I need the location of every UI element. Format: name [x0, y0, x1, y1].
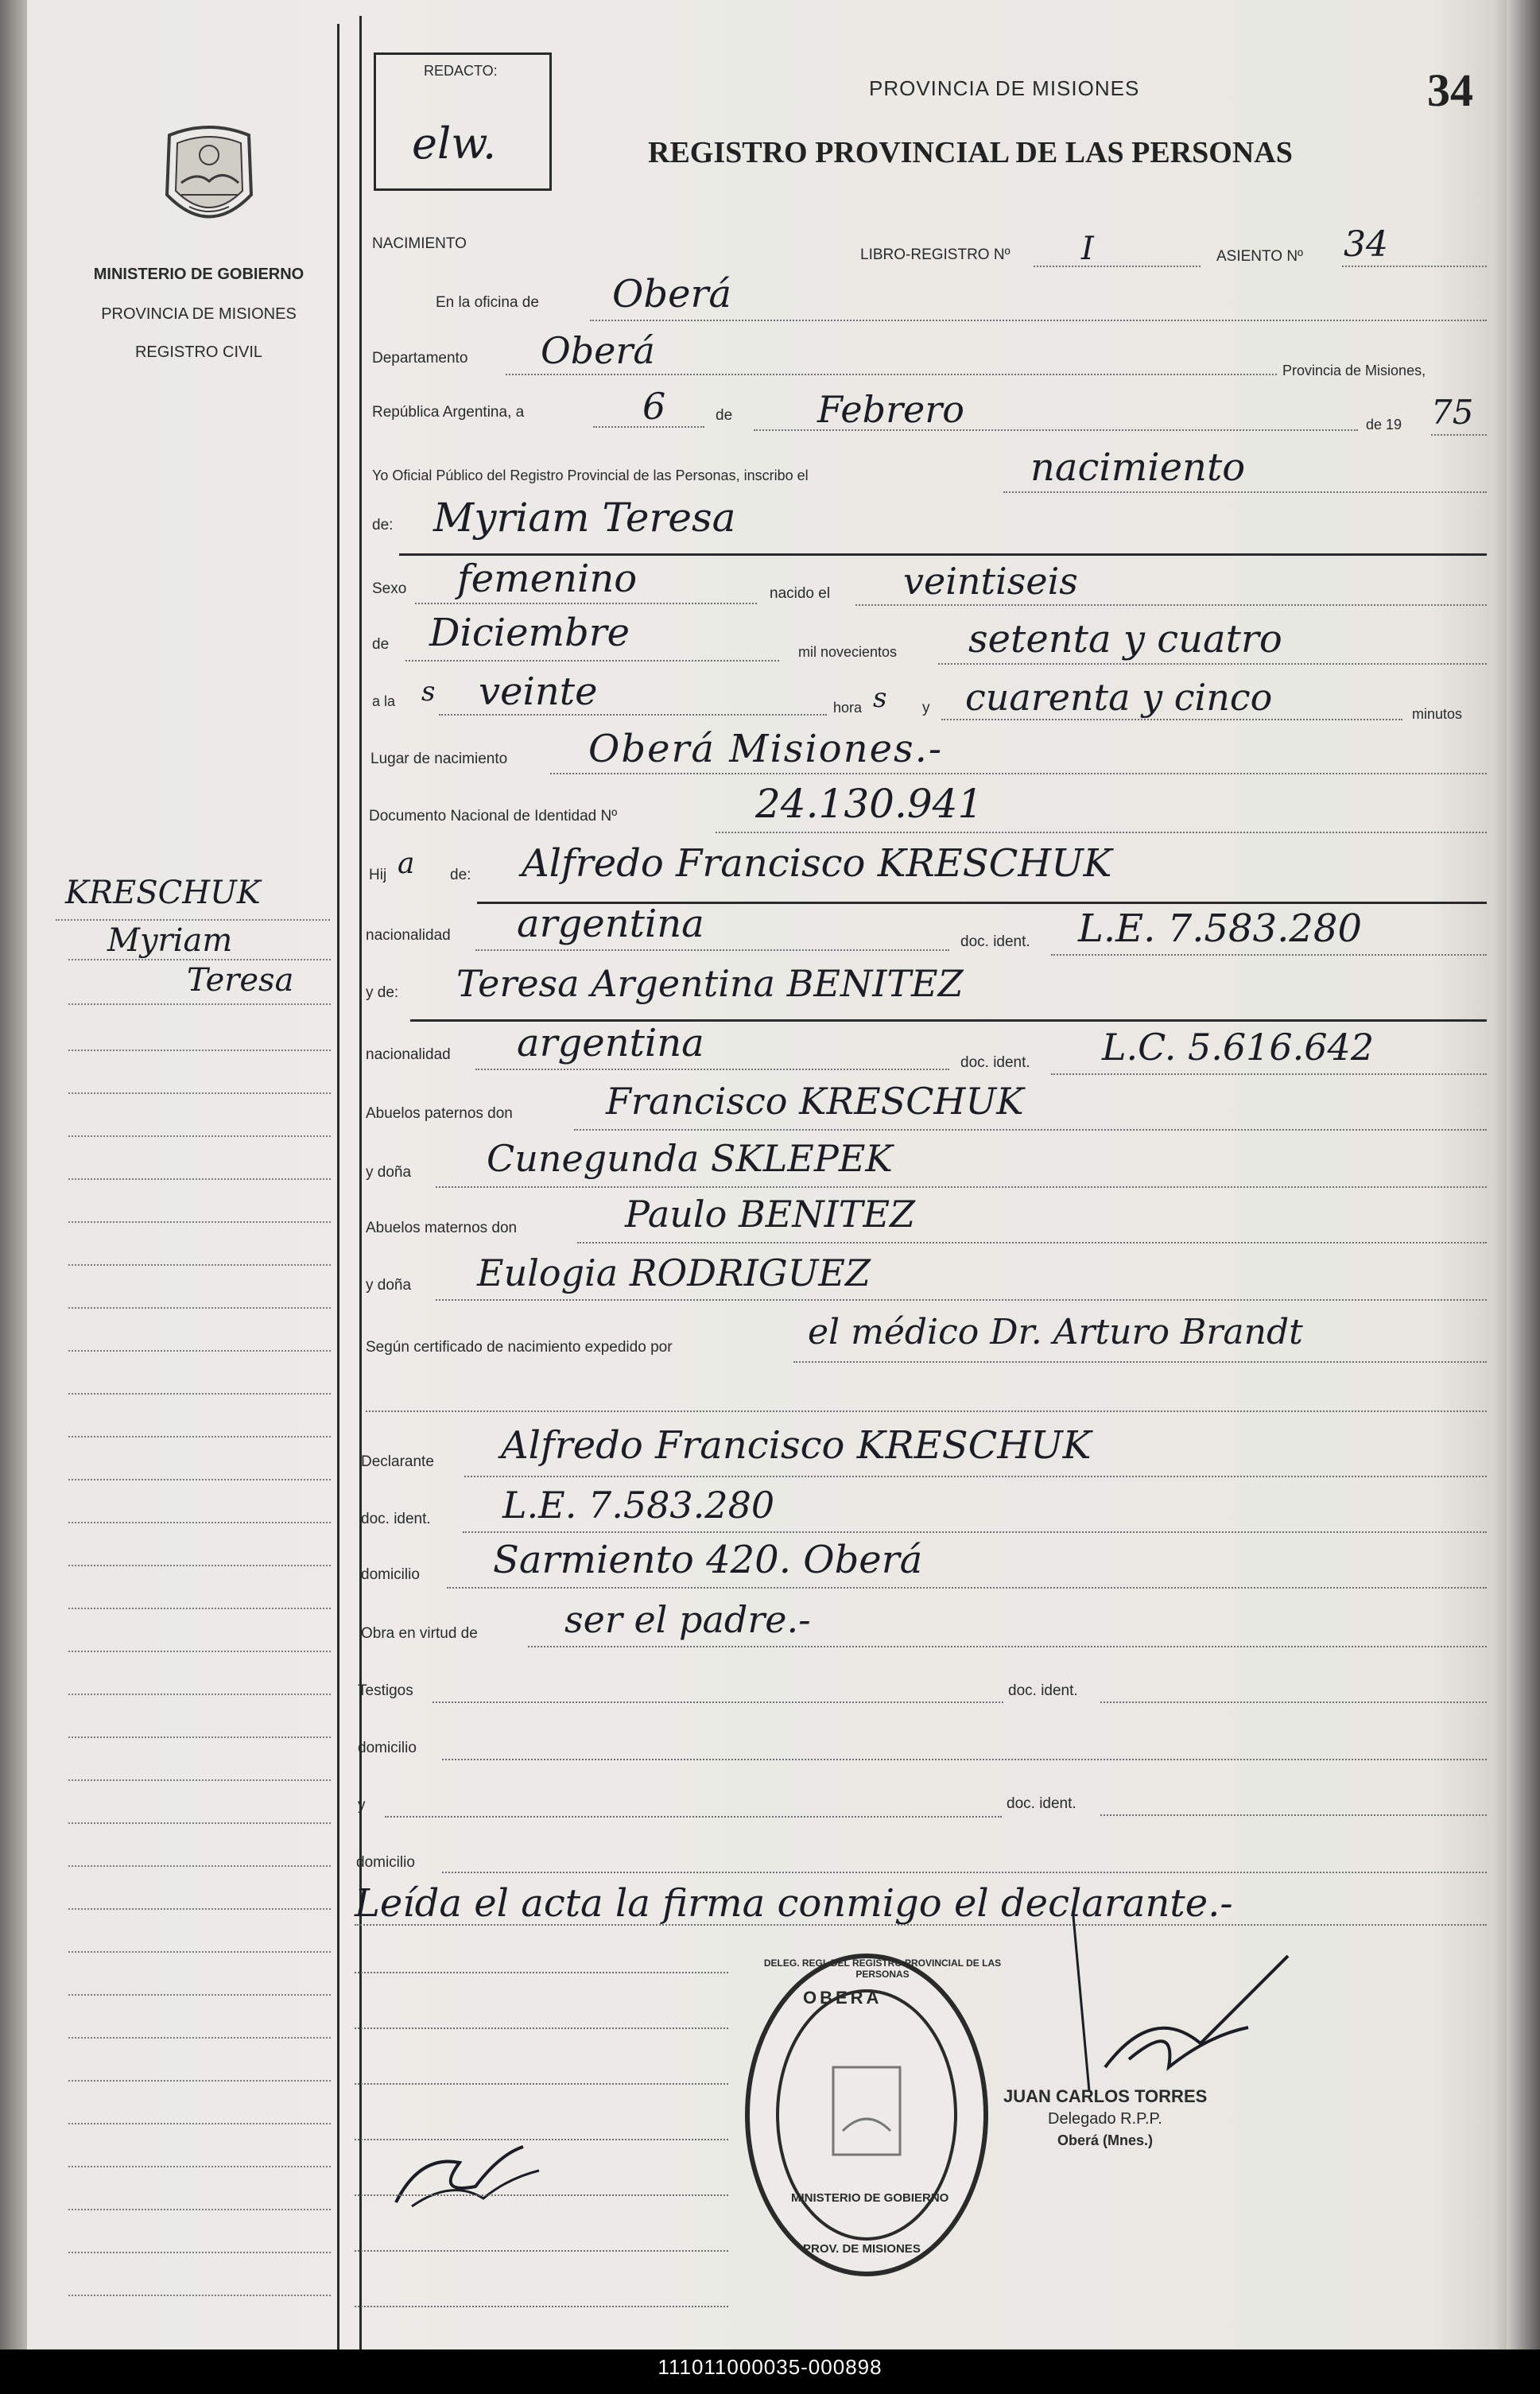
- minutos-value: cuarenta y cinco: [965, 676, 1273, 719]
- abuelo-mat-line: [577, 1242, 1487, 1244]
- ministry-title: MINISTERIO DE GOBIERNO: [93, 266, 305, 283]
- hora-mid: s: [873, 682, 887, 714]
- margin-ruled-line: [68, 2252, 331, 2253]
- madre-nac-value: argentina: [517, 1021, 704, 1065]
- acto-line: [1003, 491, 1487, 493]
- segun-value: el médico Dr. Arturo Brandt: [808, 1312, 1303, 1352]
- libro-line: [1034, 266, 1201, 267]
- testigos-domicilio-line: [442, 1759, 1487, 1760]
- margin-ruled-line: [68, 1050, 331, 1051]
- margin-ruled-line: [68, 1178, 331, 1180]
- segun-line: [793, 1361, 1487, 1363]
- domicilio-line: [447, 1587, 1487, 1589]
- departamento-label: Departamento: [372, 350, 468, 367]
- hora-line: [439, 714, 827, 716]
- departamento-line: [506, 374, 1277, 375]
- lugar-label: Lugar de nacimiento: [370, 751, 508, 767]
- abuelos-mat-label: Abuelos maternos don: [366, 1220, 518, 1236]
- official-role: Delegado R.P.P.: [1048, 2110, 1162, 2128]
- lugar-value: Oberá Misiones.-: [588, 727, 944, 771]
- margin-ruled-line: [68, 1608, 331, 1609]
- decl-docident-label: doc. ident.: [361, 1511, 431, 1527]
- dni-label: Documento Nacional de Identidad Nº: [369, 808, 618, 825]
- domicilio-value: Sarmiento 420. Oberá: [493, 1538, 923, 1582]
- anio-nac-line: [938, 663, 1487, 665]
- sexo-label: Sexo: [372, 580, 407, 597]
- oficina-line: [590, 320, 1487, 321]
- segun-label: Según certificado de nacimiento expedido por: [366, 1339, 673, 1356]
- margin-note-surname: KRESCHUK: [65, 875, 261, 911]
- asiento-value: 34: [1344, 224, 1388, 265]
- margin-note-second: Teresa: [187, 962, 294, 999]
- madre-doc-line: [1051, 1073, 1487, 1075]
- minutos-line: [941, 719, 1402, 720]
- obra-label: Obra en virtud de: [361, 1625, 478, 1642]
- y2-label: y: [358, 1797, 366, 1814]
- margin-ruled-line: [68, 1994, 331, 1996]
- padre-value: Alfredo Francisco KRESCHUK: [522, 841, 1112, 886]
- y2-line: [385, 1816, 1002, 1818]
- official-place: Oberá (Mnes.): [1057, 2132, 1154, 2148]
- seal-top-text: OBERA: [803, 1988, 882, 2008]
- de2-label: de:: [372, 517, 394, 534]
- margin-ruled-line: [68, 1393, 331, 1395]
- page-edge: [1507, 0, 1540, 2353]
- margin-ruled-line: [68, 2037, 331, 2039]
- hij-label: Hij: [369, 867, 387, 883]
- anio-value: 75: [1431, 393, 1474, 432]
- declarant-signature: [388, 2131, 547, 2218]
- mil-label: mil novecientos: [798, 644, 898, 660]
- seal-base-text: PROV. DE MISIONES: [803, 2242, 921, 2256]
- hora-label: hora: [833, 700, 863, 716]
- declarante-line: [464, 1476, 1487, 1477]
- libro-label: LIBRO-REGISTRO Nº: [860, 246, 1011, 263]
- nombre-line: [399, 553, 1487, 556]
- departamento-value: Oberá: [541, 329, 655, 372]
- ydona-pat-label: y doña: [366, 1164, 412, 1181]
- asiento-line: [1342, 266, 1487, 267]
- closing-statement: Leída el acta la firma conmigo el declarante.-: [355, 1881, 1233, 1926]
- abuelo-mat-value: Paulo BENITEZ: [625, 1193, 915, 1236]
- abuelo-pat-line: [574, 1129, 1487, 1131]
- margin-ruled-line: [68, 1694, 331, 1695]
- madre-doc-value: L.C. 5.616.642: [1102, 1026, 1375, 1069]
- redacto-value: elw.: [412, 118, 497, 169]
- madre-nac-line: [475, 1069, 949, 1070]
- margin-ruled-line: [68, 1736, 331, 1738]
- margin-ruled-line: [68, 1908, 331, 1910]
- abuela-pat-line: [436, 1186, 1487, 1188]
- misiones-crest-icon: [149, 119, 269, 239]
- nacido-line: [855, 604, 1487, 606]
- sexo-value: femenino: [457, 557, 638, 601]
- domicilio-label: domicilio: [361, 1566, 420, 1583]
- body-ruled-line: [355, 2194, 728, 2196]
- abuela-mat-value: Eulogia RODRIGUEZ: [477, 1251, 871, 1294]
- padre-doc-value: L.E. 7.583.280: [1078, 906, 1362, 951]
- margin-ruled-line: [68, 2209, 331, 2210]
- province-title: PROVINCIA DE MISIONES: [869, 76, 1140, 100]
- margin-ruled-line: [68, 1350, 331, 1352]
- nombre-value: Myriam Teresa: [433, 495, 736, 541]
- anio-label: de 19: [1366, 417, 1402, 433]
- margin-note-first: Myriam: [107, 922, 233, 959]
- closing-line: [355, 1924, 1487, 1926]
- mes-nac-line: [405, 660, 779, 662]
- madre-value: Teresa Argentina BENITEZ: [456, 962, 964, 1005]
- decl-doc-line: [463, 1531, 1487, 1533]
- dni-value: 24.130.941: [755, 781, 983, 827]
- body-ruled-line: [355, 2027, 728, 2029]
- body-ruled-line: [355, 2083, 728, 2085]
- body-ruled-line: [355, 2306, 728, 2307]
- registry-title: REGISTRO PROVINCIAL DE LAS PERSONAS: [648, 136, 1293, 169]
- y2-domicilio-label: domicilio: [356, 1854, 415, 1871]
- testigos-label: Testigos: [358, 1682, 413, 1699]
- margin-line: [56, 919, 330, 921]
- seal-bottom-text: MINISTERIO DE GOBIERNO: [791, 2191, 949, 2205]
- nacimiento-label: NACIMIENTO: [372, 235, 467, 252]
- ala-label: a la: [372, 693, 396, 709]
- margin-ruled-line: [68, 2080, 331, 2082]
- sexo-line: [415, 603, 757, 604]
- libro-value: I: [1081, 231, 1094, 267]
- declarante-value: Alfredo Francisco KRESCHUK: [501, 1423, 1092, 1468]
- mes-value: Febrero: [817, 388, 964, 431]
- obra-line: [528, 1646, 1487, 1647]
- official-name: JUAN CARLOS TORRES: [1003, 2086, 1208, 2106]
- testigos-line: [433, 1701, 1003, 1703]
- acto-value: nacimiento: [1030, 445, 1246, 490]
- hora-value: veinte: [479, 669, 598, 714]
- margin-ruled-line: [68, 1307, 331, 1309]
- dia-value: 6: [642, 385, 666, 428]
- lugar-line: [550, 773, 1487, 774]
- main-frame-rule: [359, 16, 362, 2353]
- ala-mid: s: [421, 676, 436, 708]
- scan-id: 111011000035-000898: [658, 2355, 882, 2379]
- de-label: de: [716, 407, 733, 424]
- de3-label: de: [372, 636, 390, 653]
- ydona-mat-label: y doña: [366, 1277, 412, 1294]
- margin-ruled-line: [68, 1092, 331, 1094]
- yde-label: y de:: [366, 984, 399, 1001]
- padre-nac-label: nacionalidad: [366, 927, 451, 944]
- y2-docident-label: doc. ident.: [1007, 1795, 1076, 1812]
- minutos-label: minutos: [1412, 706, 1463, 722]
- margin-ruled-line: [68, 2123, 331, 2124]
- hij-mid: a: [398, 848, 415, 880]
- y-label: y: [922, 700, 930, 716]
- left-margin-rule: [337, 24, 339, 2353]
- testigos-docident-label: doc. ident.: [1008, 1682, 1078, 1699]
- margin-ruled-line: [68, 1135, 331, 1137]
- oficina-label: En la oficina de: [436, 294, 539, 311]
- body-ruled-line: [355, 1972, 728, 1973]
- abuelos-pat-label: Abuelos paternos don: [366, 1105, 513, 1122]
- body-ruled-line: [355, 2139, 728, 2140]
- padre-doc-line: [1051, 954, 1487, 956]
- nacido-value: veintiseis: [903, 560, 1078, 603]
- padre-nac-value: argentina: [517, 902, 704, 946]
- abuela-pat-value: Cunegunda SKLEPEK: [487, 1137, 893, 1180]
- margin-ruled-line: [68, 1436, 331, 1438]
- redacto-label: REDACTO:: [424, 63, 498, 79]
- padre-docident-label: doc. ident.: [960, 933, 1030, 950]
- margin-ruled-line: [68, 1651, 331, 1652]
- madre-docident-label: doc. ident.: [960, 1054, 1030, 1071]
- y2-doc-line: [1100, 1814, 1487, 1816]
- margin-ruled-line: [68, 1221, 331, 1223]
- anio-line: [1431, 434, 1487, 436]
- registry-subtitle: REGISTRO CIVIL: [134, 343, 263, 361]
- margin-ruled-line: [68, 1264, 331, 1266]
- nacido-label: nacido el: [770, 585, 831, 602]
- abuela-mat-line: [436, 1299, 1487, 1301]
- yo-oficial-label: Yo Oficial Público del Registro Provincial de las Personas, inscribo el: [372, 468, 809, 483]
- padre-nac-line: [475, 949, 949, 951]
- testigos-doc-line: [1100, 1701, 1487, 1703]
- margin-ruled-line: [68, 1951, 331, 1953]
- dni-line: [716, 832, 1487, 833]
- segun-line-2: [366, 1410, 1487, 1412]
- decl-doc-value: L.E. 7.583.280: [502, 1484, 775, 1527]
- oficina-value: Oberá: [612, 272, 732, 316]
- redacto-box: [374, 52, 552, 191]
- obra-value: ser el padre.-: [564, 1598, 811, 1641]
- margin-ruled-line: [68, 1479, 331, 1480]
- mes-nac-value: Diciembre: [429, 611, 630, 655]
- body-ruled-line: [355, 2250, 728, 2252]
- y2-domicilio-line: [442, 1872, 1487, 1873]
- republica-label: República Argentina, a: [372, 404, 525, 421]
- hij-de: de:: [450, 867, 471, 883]
- margin-ruled-line: [68, 1522, 331, 1523]
- margin-ruled-line: [68, 1779, 331, 1781]
- margin-line: [68, 959, 331, 960]
- margin-line: [68, 1003, 331, 1005]
- anio-nac-value: setenta y cuatro: [968, 617, 1282, 662]
- province-subtitle: PROVINCIA DE MISIONES: [101, 305, 297, 323]
- margin-ruled-line: [68, 1822, 331, 1824]
- abuelo-pat-value: Francisco KRESCHUK: [606, 1080, 1024, 1123]
- margin-ruled-line: [68, 1865, 331, 1867]
- asiento-label: ASIENTO Nº: [1216, 248, 1303, 265]
- official-signature: [1057, 1908, 1296, 2115]
- margin-ruled-line: [68, 2295, 331, 2296]
- seal-ring-text: DELEG. REGI. DEL REGISTRO PROVINCIAL DE LAS PERSONAS: [763, 1957, 1002, 1980]
- madre-nac-label: nacionalidad: [366, 1046, 451, 1063]
- testigos-domicilio-label: domicilio: [358, 1740, 417, 1756]
- margin-ruled-line: [68, 1565, 331, 1566]
- page-number: 34: [1427, 64, 1473, 116]
- margin-ruled-line: [68, 2166, 331, 2167]
- book-spine: [0, 0, 27, 2353]
- provincia-suffix: Provincia de Misiones,: [1282, 363, 1426, 378]
- declarante-label: Declarante: [361, 1453, 434, 1470]
